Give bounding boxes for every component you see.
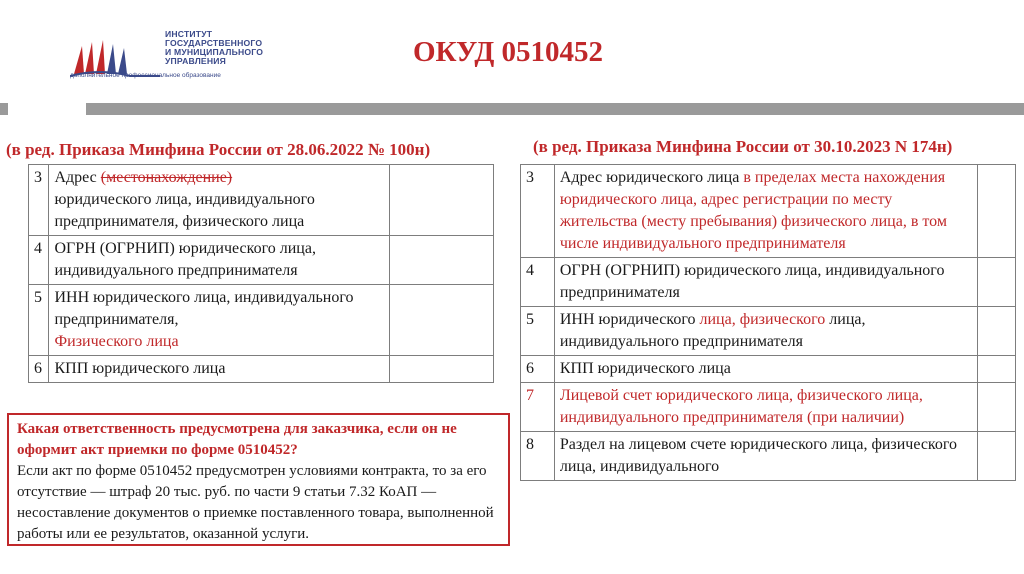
value-cell [977,165,1015,258]
table-row [521,165,1016,258]
row-number: 4 [29,236,49,285]
book-logo-icon [70,40,160,76]
table-row [29,236,494,285]
row-number: 3 [29,165,49,236]
callout-answer: Если акт по форме 0510452 предусмотрен условиями контракта, то за его отсутствие — штраф 20 тыс. руб. по части 9 статьи 7.32 КоАП — несоставление документов о приемке поставленного товара, выполненной работы или ее результатов, оказанной услуги. [17,463,494,542]
row-text-part: лица, индивидуального предпринимателя [559,311,866,350]
row-text-red: лица, физического [699,311,826,328]
value-cell [977,383,1015,432]
row-text [554,356,977,383]
row-text-part: Раздел на лицевом счете юридического лица, физического лица, индивидуального [559,436,958,475]
logo-line: ГОСУДАРСТВЕННОГО [165,38,263,48]
row-text [49,285,389,356]
right-table [520,164,1016,481]
table-row [521,307,1016,356]
table-row [29,356,494,383]
row-text-part: ИНН юридического лица, индивидуального предпринимателя, [54,289,354,328]
row-text-part: КПП юридического лица [559,360,731,377]
row-text-red: в пределах места нахождения юридического лица, адрес регистрации по месту жительства (месту пребывания) физического лица, в том числе индивидуального предпринимателя [559,169,947,252]
row-number: 5 [29,285,49,356]
row-text-part: ОГРН (ОГРНИП) юридического лица, индивидуального предпринимателя [559,262,945,301]
logo-line: ИНСТИТУТ [165,29,213,39]
right-heading: (в ред. Приказа Минфина России от 30.10.2023 N 174н) [533,137,953,156]
divider-gap [0,100,86,118]
row-number: 4 [521,258,555,307]
page-title: ОКУД 0510452 [413,36,604,68]
value-cell [389,165,493,236]
divider-tick [0,103,8,115]
row-text-red: Лицевой счет юридического лица, физического лица, индивидуального предпринимателя (при наличии) [559,387,923,426]
row-number: 6 [521,356,555,383]
row-text-part: Адрес юридического лица [559,169,744,186]
value-cell [977,258,1015,307]
value-cell [977,307,1015,356]
table-row [521,258,1016,307]
value-cell [389,285,493,356]
row-text [554,432,977,481]
row-number: 5 [521,307,555,356]
row-number: 3 [521,165,555,258]
logo-text [165,30,263,66]
callout-question: Какая ответственность предусмотрена для заказчика, если он не оформит акт приемки по форме 0510452? [17,421,457,458]
logo-line: УПРАВЛЕНИЯ [165,56,227,66]
table-row [521,383,1016,432]
row-text: КПП юридического лица [49,356,389,383]
value-cell [389,236,493,285]
row-number: 7 [521,383,555,432]
row-number: 6 [29,356,49,383]
left-table [28,164,494,383]
logo-line: И МУНИЦИПАЛЬНОГО [165,47,264,57]
row-text [554,165,977,258]
table-row [521,432,1016,481]
value-cell [389,356,493,383]
value-cell [977,432,1015,481]
row-text-red: Физического лица [54,333,179,350]
row-number: 8 [521,432,555,481]
table-row [521,356,1016,383]
row-text [554,258,977,307]
row-text [49,165,389,236]
callout-box [7,413,510,546]
table-row [29,165,494,236]
row-text-part: Адрес [54,169,101,186]
value-cell [977,356,1015,383]
row-text [554,383,977,432]
table-row [29,285,494,356]
header-divider [0,103,1024,115]
row-text-struck: (местонахождение) [100,169,233,186]
row-text-part: юридического лица, индивидуального предпринимателя, физического лица [54,191,315,230]
left-heading: (в ред. Приказа Минфина России от 28.06.2022 № 100н) [6,140,431,159]
logo-subtitle: дополнительное профессиональное образование [70,72,221,79]
row-text [554,307,977,356]
row-text: ОГРН (ОГРНИП) юридического лица, индивидуального предпринимателя [49,236,389,285]
row-text-part: ИНН юридического [559,311,700,328]
